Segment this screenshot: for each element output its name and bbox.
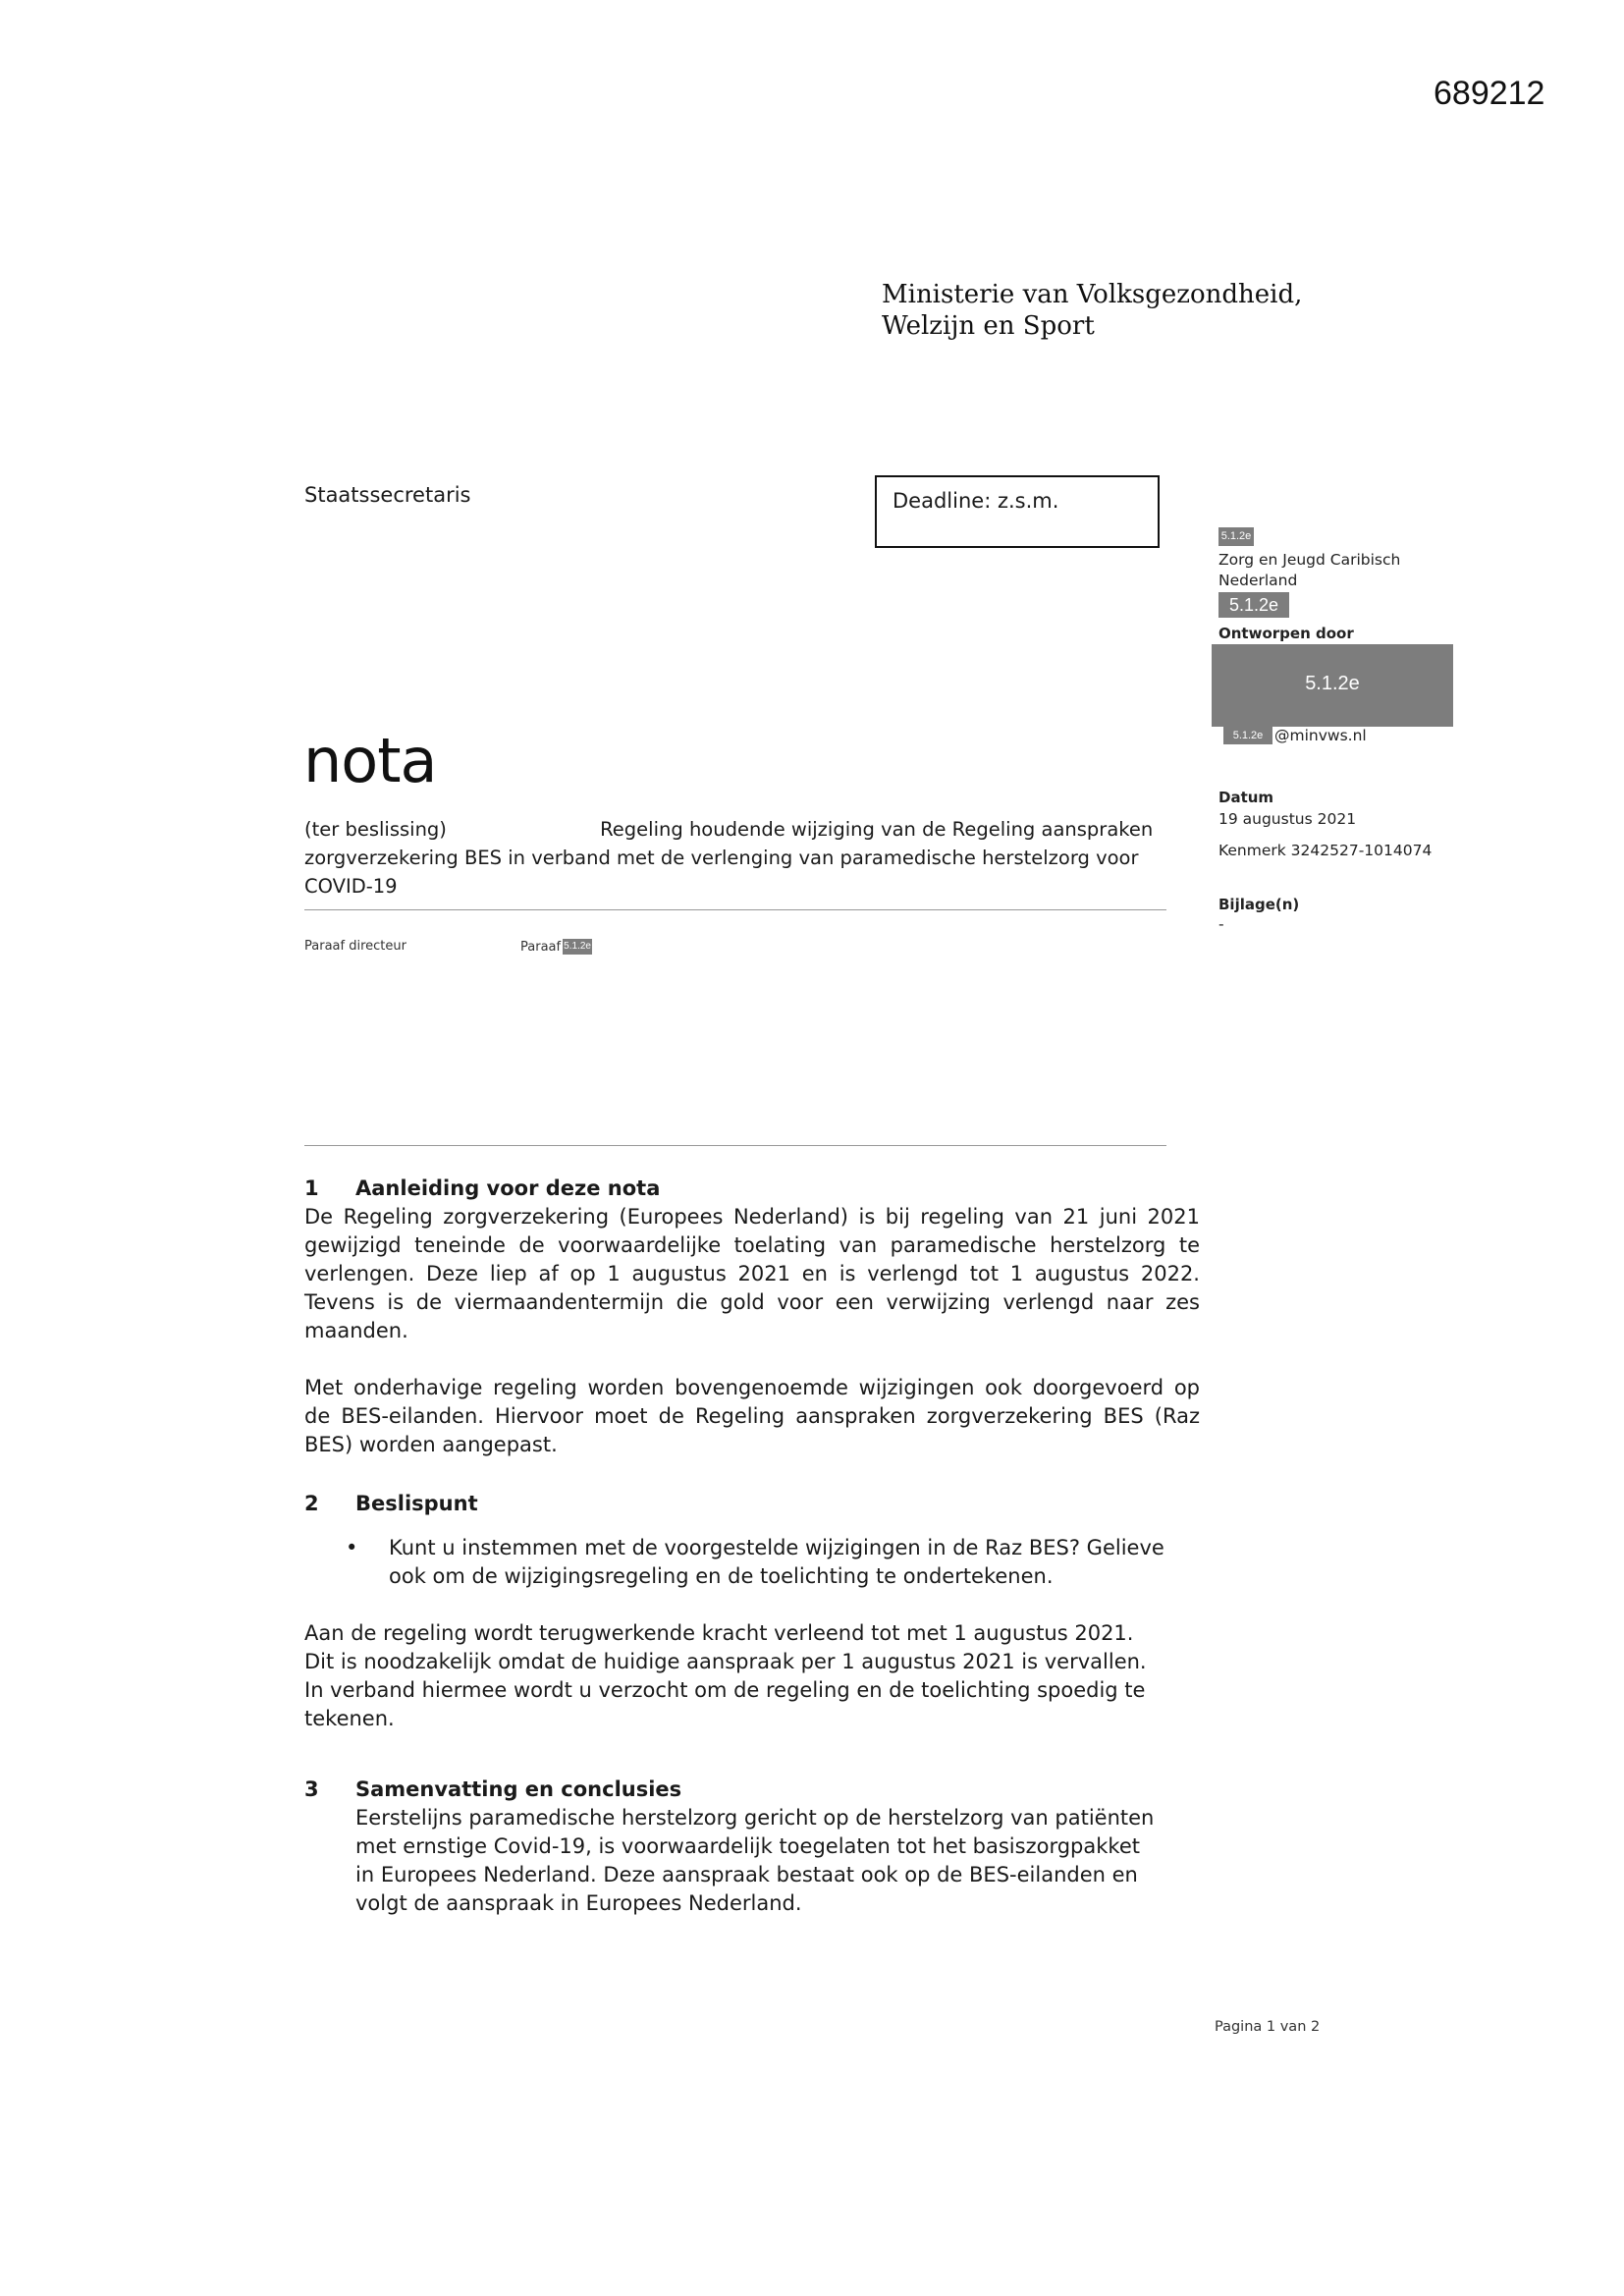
subject-line-3: COVID-19 — [304, 875, 398, 898]
paragraph-line: Eerstelijns paramedische herstelzorg gericht op de herstelzorg van patiënten — [355, 1806, 1155, 1830]
reference-number: Kenmerk 3242527-1014074 — [1218, 842, 1433, 859]
decision-list — [304, 1534, 1200, 1591]
subject — [304, 815, 1168, 901]
paraaf-label: Paraaf — [520, 939, 562, 955]
email-suffix: @minvws.nl — [1274, 727, 1367, 744]
paragraph-line: Dit is noodzakelijk omdat de huidige aanspraak per 1 augustus 2021 is vervallen. — [304, 1650, 1147, 1673]
paragraph: Met onderhavige regeling worden bovengenoemde wijzigingen ook doorgevoerd op de BES-eilanden. Hiervoor moet de Regeling aanspraken zorgverzekering BES (Raz BES) worden aangepast. — [304, 1376, 1200, 1456]
designed-by-label: Ontworpen door — [1218, 625, 1354, 642]
department-line-1: Zorg en Jeugd Caribisch — [1218, 551, 1401, 569]
paragraph-line: volgt de aanspraak in Europees Nederland. — [355, 1891, 802, 1915]
divider — [304, 909, 1166, 910]
ministry-line-1: Ministerie van Volksgezondheid, — [882, 280, 1303, 309]
section-heading — [304, 1490, 1200, 1518]
subject-text-1: Regeling houdende wijziging van de Regeling aanspraken — [600, 818, 1154, 841]
section-number: 2 — [304, 1492, 319, 1515]
subject-qualifier: (ter beslissing) — [304, 818, 447, 841]
document-number: 689212 — [1434, 75, 1545, 112]
paraaf-director: Paraaf directeur — [304, 939, 406, 954]
paragraph-line: Aan de regeling wordt terugwerkende kracht verleend tot met 1 augustus 2021. — [304, 1621, 1134, 1645]
deadline-text: Deadline: z.s.m. — [893, 489, 1059, 513]
deadline-box — [875, 475, 1160, 548]
subject-line-2: zorgverzekering BES in verband met de verlenging van paramedische herstelzorg voor — [304, 847, 1139, 869]
section-1 — [304, 1175, 1200, 1459]
redaction-block: 5.1.2e — [1223, 727, 1272, 744]
department — [1218, 550, 1454, 591]
paragraph-line: met ernstige Covid-19, is voorwaardelijk toegelaten tot het basiszorgpakket — [355, 1834, 1140, 1858]
subject-line-1 — [304, 815, 1168, 844]
attachments-value: - — [1218, 915, 1224, 933]
paraaf-other — [520, 939, 592, 955]
attachments-label: Bijlage(n) — [1218, 896, 1300, 913]
section-number: 3 — [304, 1777, 319, 1801]
addressee: Staatssecretaris — [304, 483, 471, 507]
redaction-block: 5.1.2e — [1218, 527, 1254, 546]
redaction-block: 5.1.2e — [1212, 644, 1453, 727]
paragraph-line: tekenen. — [304, 1707, 395, 1730]
section-title: Aanleiding voor deze nota — [355, 1176, 661, 1200]
redaction-block: 5.1.2e — [563, 939, 592, 955]
ministry-name — [882, 279, 1302, 342]
email-row — [1223, 727, 1367, 744]
divider — [304, 1145, 1166, 1146]
list-item — [304, 1534, 1200, 1591]
section-2 — [304, 1490, 1200, 1733]
redaction-block: 5.1.2e — [1218, 592, 1289, 618]
section-heading — [304, 1175, 1200, 1203]
department-line-2: Nederland — [1218, 572, 1298, 589]
paragraph-line: in Europees Nederland. Deze aanspraak bestaat ook op de BES-eilanden en — [355, 1863, 1138, 1886]
bullet-line: • Kunt u instemmen met de voorgestelde wijzigingen in de Raz BES? Gelieve — [389, 1536, 1164, 1559]
bullet-line: ook om de wijzigingsregeling en de toelichting te ondertekenen. — [389, 1564, 1054, 1588]
date-label: Datum — [1218, 789, 1274, 806]
page-number: Pagina 1 van 2 — [1215, 2019, 1321, 2035]
paragraph-line: In verband hiermee wordt u verzocht om de regeling en de toelichting spoedig te — [304, 1678, 1146, 1702]
section-title: Samenvatting en conclusies — [355, 1777, 682, 1801]
section-number: 1 — [304, 1176, 319, 1200]
document-type: nota — [303, 725, 437, 796]
paragraph: De Regeling zorgverzekering (Europees Nederland) is bij regeling van 21 juni 2021 gewijzigd teneinde de voorwaardelijke toelating van paramedische herstelzorg te verlengen. Deze liep af op 1 augustus 2021 en is verlengd tot 1 augustus 2022. Tevens is de viermaandentermijn die gold voor een verwijzing verlengd naar zes maanden. — [304, 1205, 1200, 1342]
date-value: 19 augustus 2021 — [1218, 810, 1357, 828]
section-3 — [304, 1776, 1200, 1918]
ministry-line-2: Welzijn en Sport — [882, 311, 1095, 341]
paragraph — [304, 1619, 1200, 1733]
section-title: Beslispunt — [355, 1492, 478, 1515]
section-heading — [304, 1776, 1200, 1804]
paragraph — [304, 1804, 1200, 1918]
